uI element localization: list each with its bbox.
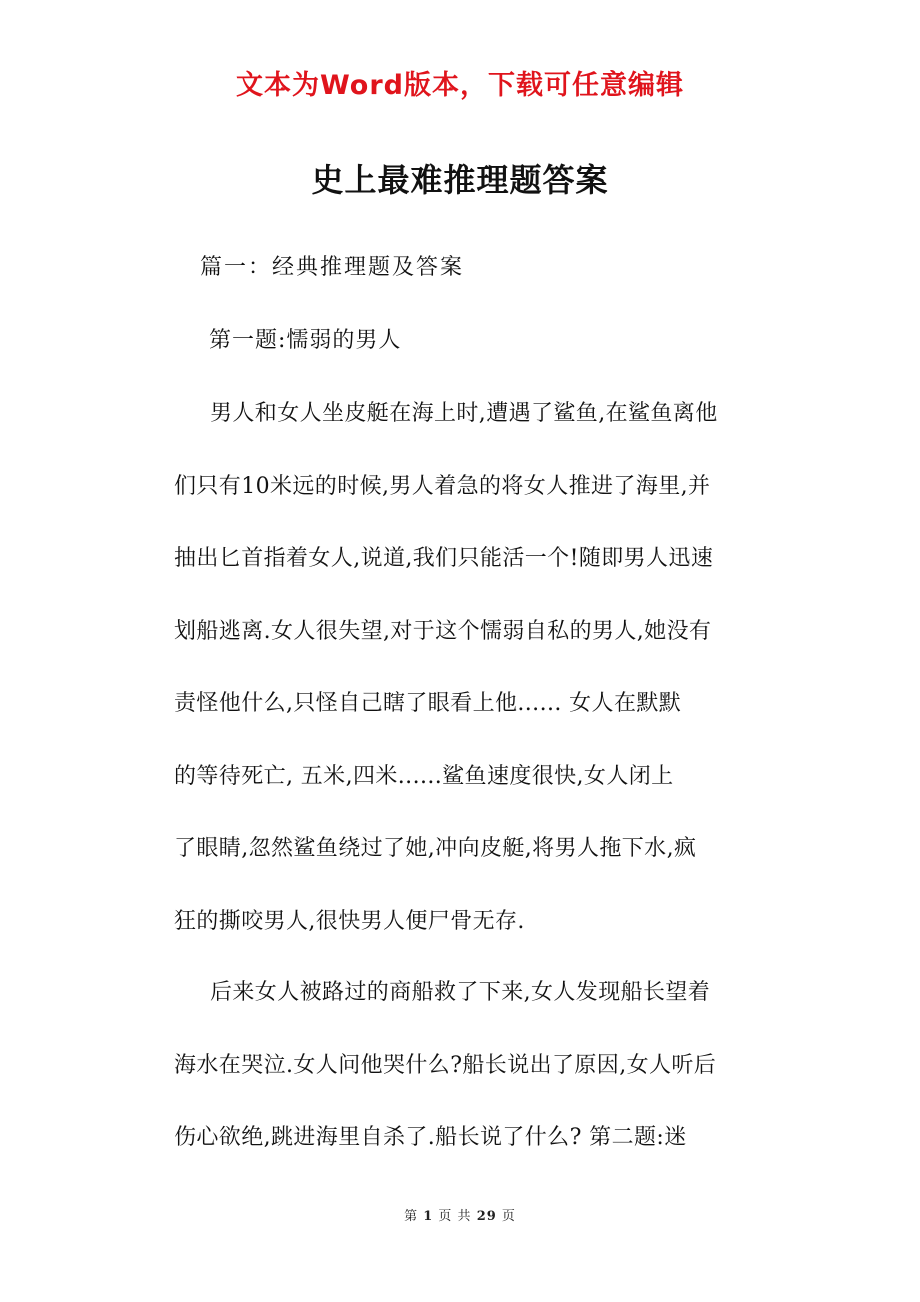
current-page-number: 1 bbox=[423, 1209, 434, 1224]
paragraph-line: 狂的撕咬男人,很快男人便尸骨无存. bbox=[174, 908, 525, 934]
footer-middle: 页 共 bbox=[438, 1209, 472, 1224]
paragraph-line: 们只有10米远的时候,男人着急的将女人推进了海里,并 bbox=[174, 473, 711, 499]
question-heading: 第一题:懦弱的男人 bbox=[209, 328, 402, 353]
paragraph-story bbox=[174, 378, 780, 958]
paragraph-line: 男人和女人坐皮艇在海上时,遭遇了鲨鱼,在鲨鱼离他 bbox=[210, 401, 718, 426]
section-heading: 篇一：经典推理题及答案 bbox=[200, 255, 465, 280]
download-banner: 文本为Word版本，下载可任意编辑 bbox=[235, 70, 684, 101]
paragraph-line: 了眼睛,忽然鲨鱼绕过了她,冲向皮艇,将男人拖下水,疯 bbox=[174, 836, 697, 861]
paragraph-line: 后来女人被路过的商船救了下来,女人发现船长望着 bbox=[210, 980, 711, 1005]
paragraph-line: 划船逃离.女人很失望,对于这个懦弱自私的男人,她没有 bbox=[174, 618, 712, 644]
paragraph-line: 伤心欲绝,跳进海里自杀了.船长说了什么? 第二题:迷 bbox=[174, 1125, 687, 1150]
paragraph-line: 的等待死亡, 五米,四米......鲨鱼速度很快,女人闭上 bbox=[174, 763, 674, 789]
paragraph-question bbox=[174, 957, 780, 1175]
document-title: 史上最难推理题答案 bbox=[311, 161, 609, 199]
page-footer bbox=[0, 1206, 920, 1228]
paragraph-line: 责怪他什么,只怪自己瞎了眼看上他...... 女人在默默 bbox=[174, 691, 682, 716]
total-page-number: 29 bbox=[476, 1209, 497, 1224]
footer-prefix: 第 bbox=[404, 1209, 419, 1224]
paragraph-line: 海水在哭泣.女人问他哭什么?船长说出了原因,女人听后 bbox=[174, 1052, 717, 1078]
paragraph-line: 抽出匕首指着女人,说道,我们只能活一个!随即男人迅速 bbox=[174, 546, 714, 571]
footer-suffix: 页 bbox=[501, 1209, 516, 1224]
